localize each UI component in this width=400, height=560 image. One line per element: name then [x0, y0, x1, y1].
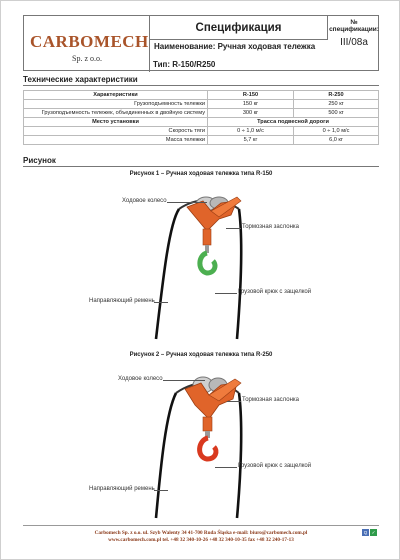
specs-header-row: Характеристики R-150 R-250 — [24, 91, 379, 100]
figure2-label-brake: Тормозная заслонка — [242, 397, 299, 403]
specs-section-title: Технические характеристики — [23, 75, 379, 86]
figure2-label-belt: Направляющий ремень — [89, 486, 155, 492]
figure1-label-wheel: Ходовое колесо — [122, 198, 167, 204]
table-row: Грузоподъемность тележки 150 кг 250 кг — [24, 100, 379, 109]
product-type: Тип: R-150/R250 — [153, 60, 216, 69]
certificate-icon: Q — [363, 530, 368, 535]
figure2-label-hook: Грузовой крюк с защелкой — [238, 463, 312, 469]
figure2-caption: Рисунок 2 – Ручная ходовая тележка типа R-250 — [129, 352, 273, 358]
footer-address: Carbomech Sp. z o.o. ul. Szyb Walenty 34 41-700 Ruda Śląska e-mail: biuro@carbomech.com.pl — [94, 530, 308, 536]
drawing-section-title: Рисунок — [23, 156, 379, 167]
trolley-r150-illustration — [151, 179, 261, 344]
figure1-label-hook: Грузовой крюк с защелкой — [238, 289, 312, 295]
spec-number: III/08a — [340, 37, 368, 48]
logo-text: CARBOMECH — [30, 32, 149, 51]
figure2-label-wheel: Ходовое колесо — [118, 376, 163, 382]
spec-number-label: № спецификации: — [329, 19, 379, 33]
document-title: Спецификация — [150, 16, 328, 40]
table-row: Масса тележки 5,7 кг 6,0 кг — [24, 136, 379, 145]
logo-subtext: Sp. z o.o. — [72, 54, 102, 63]
product-name: Наименование: Ручная ходовая тележка — [154, 42, 316, 51]
figure1-label-belt: Направляющий ремень — [89, 298, 155, 304]
specs-table — [23, 90, 379, 145]
mount-row: Место установки Трасса подвесной дороги — [24, 118, 379, 127]
table-row: Скорость тяги 0 ÷ 1,0 м/с 0 ÷ 1,0 м/с — [24, 127, 379, 136]
table-row: Грузоподъемность тележек, объединенных в двойную систему 300 кг 500 кг — [24, 109, 379, 118]
figure1-label-brake: Тормозная заслонка — [242, 224, 299, 230]
figure1-caption: Рисунок 1 – Ручная ходовая тележка типа R-150 — [129, 171, 273, 177]
quality-icon: ✓ — [371, 530, 376, 535]
company-logo — [24, 16, 150, 72]
footer-divider — [23, 525, 379, 526]
footer-contacts: www.carbomech.com.pl tel. +48 32 340-10-26 +48 32 340-10-35 fax +48 32 240-17-13 — [108, 537, 294, 543]
trolley-r250-illustration — [151, 363, 261, 521]
